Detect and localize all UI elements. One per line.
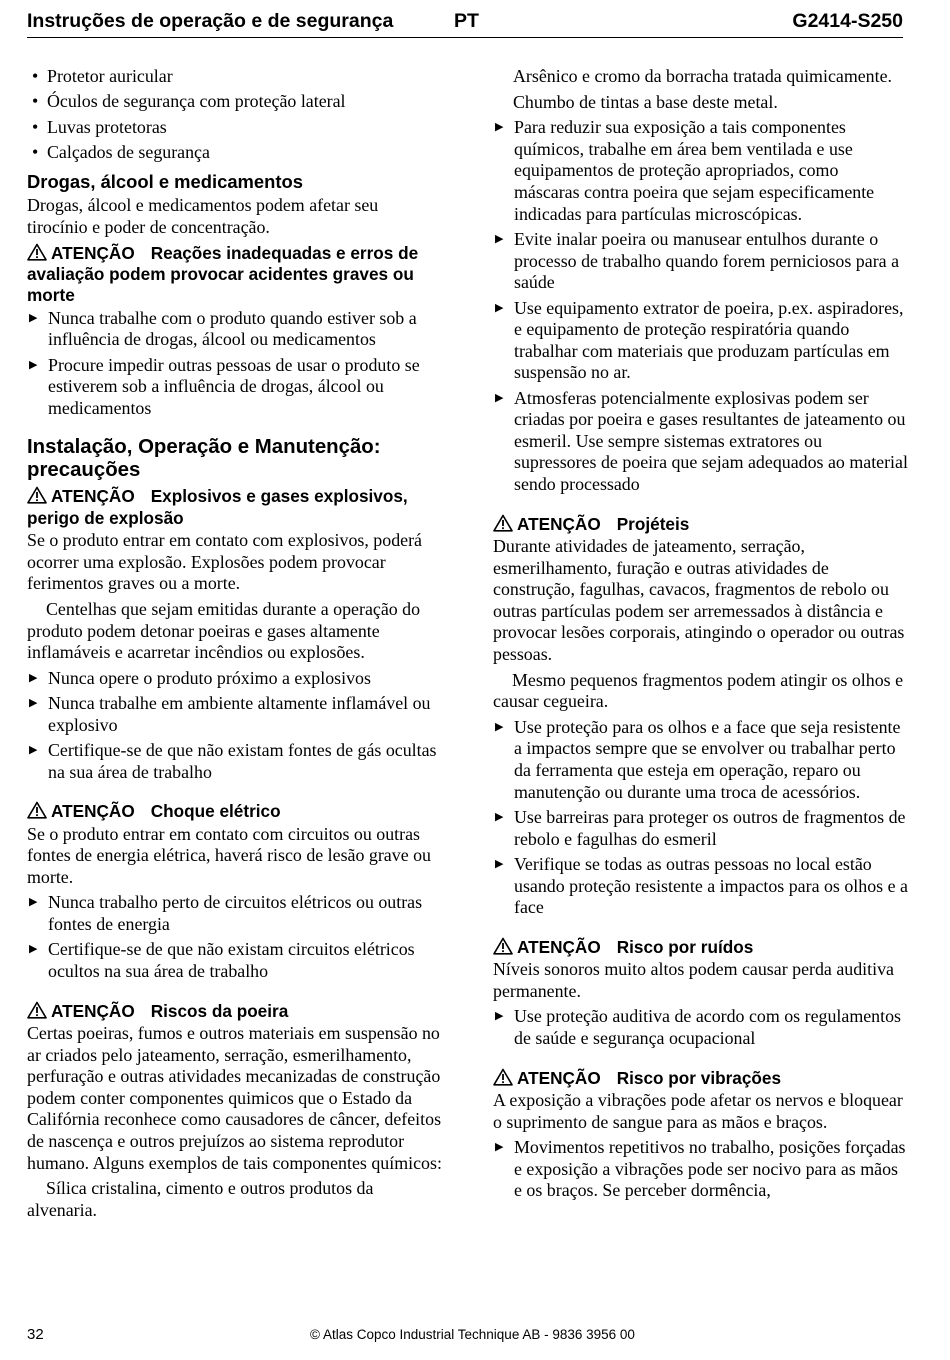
list-item: ▶ Use proteção para os olhos e a face que seja resistente a impactos sempre que se envolver ou trabalhar perto da ferramenta que esteja em operação, reparo ou manutenção ou durante uma troca de acessórios. (495, 716, 901, 802)
list-item: ▶ Atmosferas potencialmente explosivas podem ser criadas por poeira e gases resultantes de jateamento ou esmeril. Use sempre sistemas extratores ou supressores de poeira que sejam adequados ao material sendo processado (495, 387, 908, 495)
list-item: • Protetor auricular (32, 66, 173, 86)
paragraph: Drogas, álcool e medicamentos podem afetar seu tirocínio e poder de concentração. (27, 195, 379, 237)
warning-triangle-icon (27, 486, 47, 504)
warning-triangle-icon (493, 1068, 513, 1086)
warning-triangle-icon (27, 801, 47, 819)
warning-heading: ATENÇÃO Reações inadequadas e erros de avaliação podem provocar acidentes graves ou morte (27, 242, 419, 306)
warning-triangle-icon (493, 514, 513, 532)
list-item: ▶ Use barreiras para proteger os outros de fragmentos de rebolo e fagulhas do esmeril (495, 807, 906, 849)
list-item: ▶ Nunca trabalhe em ambiente altamente inflamável ou explosivo (29, 693, 431, 735)
list-item: • Luvas protetoras (32, 116, 167, 137)
warning-triangle-icon (27, 1001, 47, 1019)
arrow-bullet-icon: ▶ (495, 811, 504, 823)
list-item: ▶ Nunca opere o produto próximo a explosivos (29, 667, 371, 688)
right-column (493, 66, 908, 1206)
arrow-bullet-icon: ▶ (29, 943, 38, 956)
warning-triangle-icon (493, 937, 513, 955)
arrow-bullet-icon: ▶ (495, 391, 504, 404)
arrow-bullet-icon: ▶ (29, 896, 38, 909)
arrow-bullet-icon: ▶ (495, 121, 504, 134)
paragraph: Durante atividades de jateamento, serração, esmerilhamento, furação e outras atividades de construção, fagulhas, cavacos, fragmentos de rebolo ou outras partículas podem ser arremessados à distância e provocar lesões corporais, atingindo o operador ou outras pessoas. (493, 536, 905, 665)
product-code: G2414-S250 (792, 10, 903, 32)
arrow-bullet-icon: ▶ (29, 311, 38, 324)
paragraph: Chumbo de tintas a base deste metal. (513, 91, 778, 112)
warning-heading: ATENÇÃO Explosivos e gases explosivos, perigo de explosão (27, 486, 408, 528)
paragraph: Mesmo pequenos fragmentos podem atingir os olhos e causar cegueira. (493, 669, 904, 712)
arrow-bullet-icon: ▶ (495, 1010, 504, 1023)
list-item: ▶ Verifique se todas as outras pessoas no local estão usando proteção resistente a impactos para os olhos e a face (495, 853, 908, 918)
warning-heading: ATENÇÃO Projéteis (493, 514, 908, 535)
warning-heading: ATENÇÃO Riscos da poeira (27, 1001, 442, 1022)
section-heading-installation: Instalação, Operação e Manutenção: precauções (27, 435, 381, 481)
left-column (27, 66, 442, 1225)
list-item: ▶ Certifique-se de que não existam circuitos elétricos ocultos na sua área de trabalho (29, 939, 415, 982)
list-item: ▶ Evite inalar poeira ou manusear entulhos durante o processo de trabalho quando forem perniciosos para a saúde (495, 228, 900, 293)
paragraph: Sílica cristalina, cimento e outros produtos da alvenaria. (27, 1178, 374, 1220)
arrow-bullet-icon: ▶ (29, 671, 38, 684)
arrow-bullet-icon: ▶ (29, 744, 38, 757)
list-item: ▶ Procure impedir outras pessoas de usar o produto se estiverem sob a influência de drogas, álcool ou medicamentos (29, 354, 420, 418)
warning-triangle-icon (27, 243, 47, 261)
list-item: ▶ Use equipamento extrator de poeira, p.ex. aspiradores, e equipamento de proteção respiratória quando trabalhar com materiais que produzam partículas em suspensão no ar. (495, 297, 904, 383)
warning-heading: ATENÇÃO Risco por ruídos (493, 937, 908, 958)
warning-heading: ATENÇÃO Risco por vibrações (493, 1068, 908, 1089)
paragraph: Se o produto entrar em contato com circuitos ou outras fontes de energia elétrica, haverá risco de lesão grave ou morte. (27, 823, 431, 887)
arrow-bullet-icon: ▶ (495, 857, 504, 870)
list-item: ▶ Nunca trabalhe com o produto quando estiver sob a influência de drogas, álcool ou medicamentos (29, 307, 417, 350)
paragraph: Níveis sonoros muito altos podem causar perda auditiva permanente. (493, 959, 894, 1001)
copyright-notice: © Atlas Copco Industrial Technique AB - 9836 3956 00 (310, 1327, 635, 1342)
arrow-bullet-icon: ▶ (29, 697, 38, 710)
paragraph: Se o produto entrar em contato com explosivos, poderá ocorrer uma explosão. Explosões podem provocar ferimentos graves ou a morte. (27, 530, 422, 594)
list-item: ▶ Use proteção auditiva de acordo com os regulamentos de saúde e segurança ocupacional (495, 1006, 901, 1048)
list-item: ▶ Movimentos repetitivos no trabalho, posições forçadas e exposição a vibrações pode ser nocivo para as mãos e os braços. Se perceber dormência, (495, 1137, 906, 1201)
paragraph: Certas poeiras, fumos e outros materiais em suspensão no ar criados pelo jateamento, serração, esmerilhamento, perfuração e outras atividades mecanizadas de construção podem conter componentes quimicos que o Estado da Califórnia reconhece como causadores de câncer, defeitos de nascença e outros prejuízos ao sistema reprodutor humano. Alguns exemplos de tais componentes químicos: (27, 1023, 442, 1173)
page-number: 32 (27, 1326, 44, 1343)
warning-heading: ATENÇÃO Choque elétrico (27, 801, 442, 822)
list-item: ▶ Certifique-se de que não existam fontes de gás ocultas na sua área de trabalho (29, 740, 437, 782)
arrow-bullet-icon: ▶ (495, 301, 504, 314)
arrow-bullet-icon: ▶ (495, 232, 504, 245)
language-code: PT (454, 10, 479, 32)
arrow-bullet-icon: ▶ (495, 720, 504, 733)
list-item: • Calçados de segurança (32, 142, 210, 163)
document-title: Instruções de operação e de segurança (27, 10, 394, 32)
list-item: ▶ Nunca trabalho perto de circuitos elétricos ou outras fontes de energia (29, 892, 423, 935)
paragraph: Centelhas que sejam emitidas durante a operação do produto podem detonar poeiras e gases altamente inflamáveis e acarretar incêndios ou explosões. (27, 598, 421, 663)
ppe-list (27, 66, 442, 164)
paragraph: A exposição a vibrações pode afetar os nervos e bloquear o suprimento de sangue para as mãos e braços. (493, 1089, 903, 1132)
arrow-bullet-icon: ▶ (29, 358, 38, 371)
list-item: ▶ Para reduzir sua exposição a tais componentes químicos, trabalhe em área bem ventilada e use equipamentos de proteção apropriados, como máscaras contra poeira que sejam especificamente indicadas para partículas microscópicas. (495, 117, 875, 224)
list-item: • Óculos de segurança com proteção lateral (32, 91, 346, 112)
paragraph: Arsênico e cromo da borracha tratada quimicamente. (513, 66, 893, 86)
section-heading-drugs: Drogas, álcool e medicamentos (27, 170, 303, 192)
page-header (27, 10, 903, 38)
arrow-bullet-icon: ▶ (495, 1141, 504, 1154)
